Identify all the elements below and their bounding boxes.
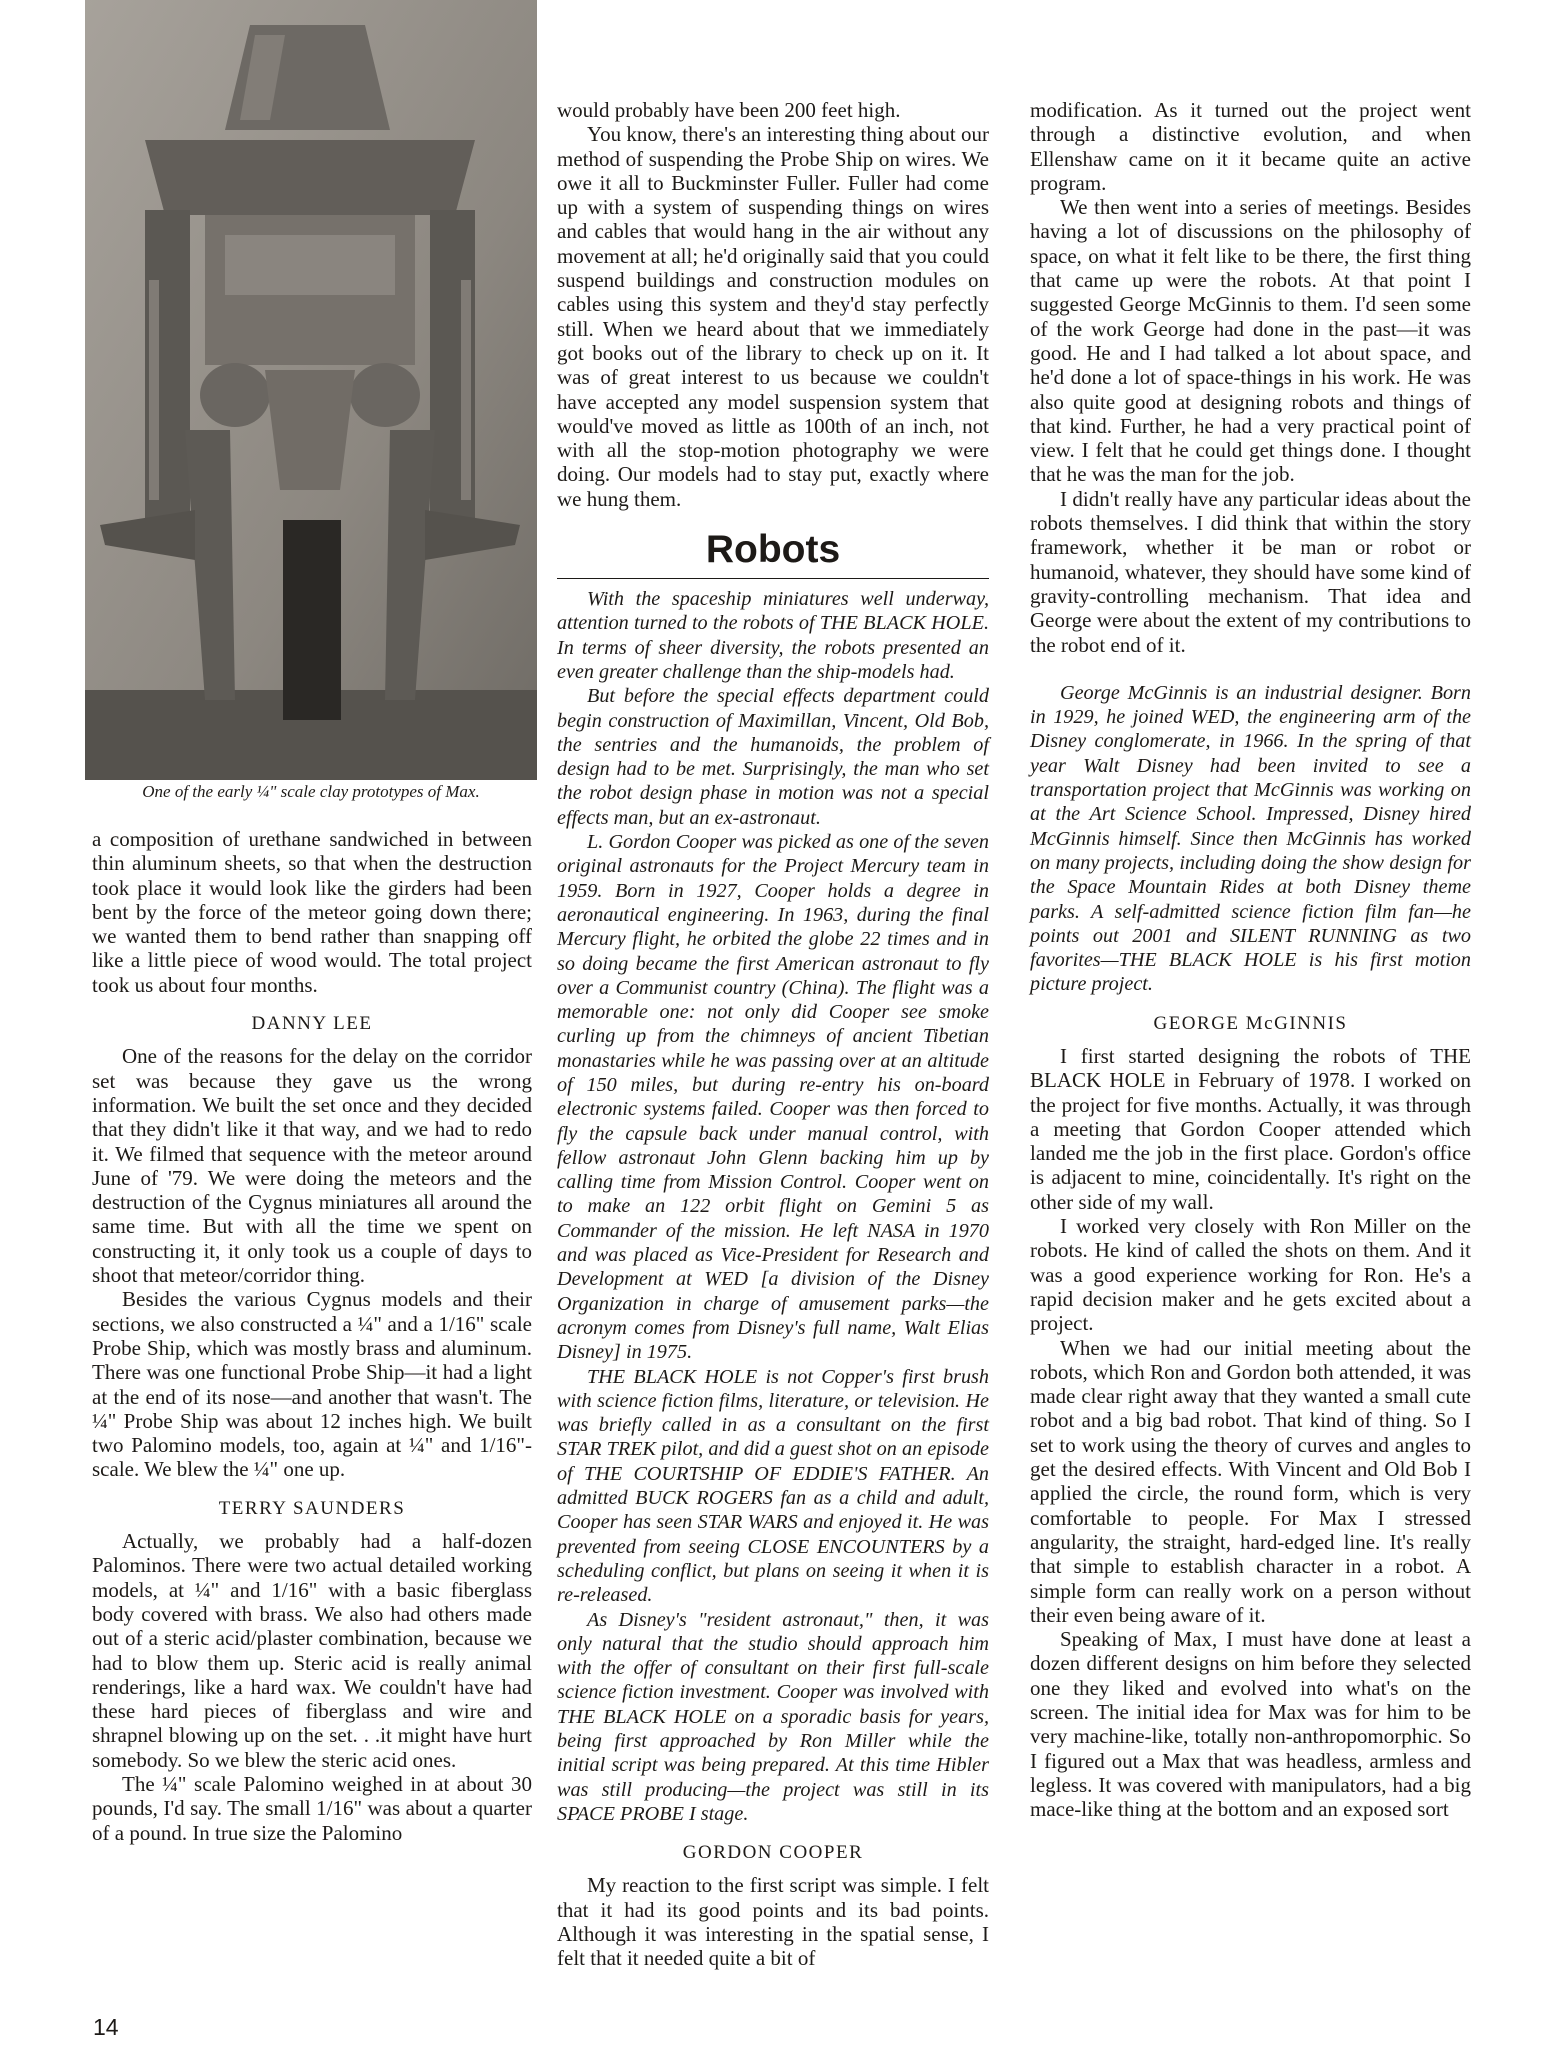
italic-paragraph: But before the special effects department could begin construction of Maximillan, Vincent, Old Bob, the sentries and the humanoids, the problem of design had to be met. Surprisingly, the man who set the robot design phase in motion was not a special effects man, but an ex-astronaut. bbox=[557, 685, 989, 829]
italic-paragraph: L. Gordon Cooper was picked as one of the seven original astronauts for the Project Mercury team in 1959. Born in 1927, Cooper holds a degree in aeronautical engineering. In 1963, during the final Mercury flight, he orbited the globe 22 times and in so doing became the first American astronaut to fly over a Communist country (China). The flight was a memorable one: not only did Cooper see smoke curling up from the chimneys of ancient Tibetian monastaries while he was passing over at an altitude of 150 miles, but during re-entry his on-board electronic systems failed. Cooper was then forced to fly the capsule back under manual control, with fellow astronaut John Glenn backing him up by calling time from Mission Control. Cooper went on to make an 122 orbit flight on Gemini 5 as Commander of the mission. He left NASA in 1970 and was placed as Vice-President for Research and Development at WED [a division of the Disney Organization in charge of amusement parks—the acronym comes from Disney's full name, Walt Elias Disney] in 1975. bbox=[557, 831, 989, 1364]
paragraph: When we had our initial meeting about the robots, which Ron and Gordon both attended, it was made clear right away that they wanted a small cute robot and a big bad robot. That kind of thing. So I set to work using the theory of curves and angles to get the desired effects. With Vincent and Old Bob I applied the circle, the round form, which is very comfortable to people. For Max I stressed angularity, the straight, hard-edged line. It's really that simple to establish character in a robot. A simple form can really work on a person without their even being aware of it. bbox=[1030, 1335, 1471, 1627]
photo-caption: One of the early ¼" scale clay prototypes of Max. bbox=[142, 782, 480, 801]
paragraph: I didn't really have any particular ideas about the robots themselves. I did think that within the story framework, whether it be man or robot or humanoid, whatever, they should have some kind of gravity-controlling mechanism. That idea and George were about the extent of my contributions to the robot end of it. bbox=[1030, 486, 1471, 657]
paragraph: Besides the various Cygnus models and their sections, we also constructed a ¼" and a 1/16" scale Probe Ship, which was mostly brass and aluminum. There was one functional Probe Ship—it had a light at the end of its nose—and another that wasn't. The ¼" Probe Ship was about 12 inches high. We built two Palomino models, too, again at ¼" and 1/16"-scale. We blew the ¼" one up. bbox=[92, 1287, 532, 1482]
robot-prototype-icon bbox=[85, 0, 537, 780]
paragraph: My reaction to the first script was simple. I felt that it had its good points and its bad points. Although it was interesting in the spatial sense, I felt that it needed quite a bit of bbox=[557, 1873, 989, 1971]
speaker-heading: DANNY LEE bbox=[251, 1013, 373, 1035]
paragraph: I first started designing the robots of THE BLACK HOLE in February of 1978. I worked on the project for five months. Actually, it was through a meeting that Gordon Cooper attended which landed me the job in the first place. Gordon's office is adjacent to mine, coincidentally. It's right on the other side of my wall. bbox=[1030, 1043, 1471, 1214]
paragraph: would probably have been 200 feet high. bbox=[557, 98, 901, 122]
paragraph: The ¼" scale Palomino weighed in at about 30 pounds, I'd say. The small 1/16" was about a quarter of a pound. In true size the Palomino bbox=[92, 1771, 532, 1845]
paragraph: One of the reasons for the delay on the corridor set was because they gave us the wrong information. We built the set once and they decided that they didn't like it that way, and we had to redo it. We filmed that sequence with the meteor around June of '79. We were doing the meteors and the destruction of the Cygnus miniatures all around the same time. But with all the time we spent on constructing it, it only took us a couple of days to shoot that meteor/corridor thing. bbox=[92, 1044, 532, 1288]
paragraph: Actually, we probably had a half-dozen Palominos. There were two actual detailed working models, at ¼" and 1/16" with a basic fiberglass body covered with brass. We also had others made out of a steric acid/plaster combination, because we had to blow them up. Steric acid is really animal renderings, like a hard wax. We couldn't have had these hard pieces of fiberglass and wire and shrapnel blowing up on the set. . .it might have hurt somebody. So we blew the steric acid ones. bbox=[92, 1529, 532, 1772]
italic-paragraph: With the spaceship miniatures well underway, attention turned to the robots of THE BLACK HOLE. In terms of sheer diversity, the robots presented an even greater challenge than the ship-models had. bbox=[557, 588, 989, 683]
italic-paragraph: THE BLACK HOLE is not Copper's first brush with science fiction films, literature, or television. He was briefly called in as a consultant on the first STAR TREK pilot, and did a guest shot on an episode of THE COURTSHIP OF EDDIE'S FATHER. An admitted BUCK ROGERS fan as a child and adult, Cooper has seen STAR WARS and enjoyed it. He was prevented from seeing CLOSE ENCOUNTERS by a scheduling conflict, but plans on seeing it when it is re-released. bbox=[557, 1365, 989, 1607]
page-number: 14 bbox=[93, 2014, 119, 2040]
italic-paragraph: As Disney's "resident astronaut," then, it was only natural that the studio should approach him with the offer of consultant on their first full-scale science fiction investment. Cooper was involved with THE BLACK HOLE on a sporadic basis for years, being first approached by Ron Miller while the initial script was being prepared. At this time Hibler was still producing—the project was still in its SPACE PROBE I stage. bbox=[557, 1608, 989, 1825]
column-2 bbox=[557, 98, 989, 1971]
section-heading: Robots bbox=[705, 528, 841, 572]
paragraph: I worked very closely with Ron Miller on the robots. He kind of called the shots on them. And it was a good experience working for Ron. He's a rapid decision maker and he gets excited about a project. bbox=[1030, 1214, 1471, 1336]
column-3 bbox=[1030, 98, 1471, 1821]
speaker-heading: GORDON COOPER bbox=[682, 1842, 864, 1864]
italic-paragraph: George McGinnis is an industrial designer. Born in 1929, he joined WED, the engineering arm of the Disney conglomerate, in 1966. In the spring of that year Walt Disney had been invited to see a transportation project that McGinnis was working on at the Art Science School. Impressed, Disney hired McGinnis himself. Since then McGinnis has worked on many projects, including doing the show design for the Space Mountain Rides at both Disney theme parks. A self-admitted science fiction film fan—he points out 2001 and SILENT RUNNING as two favorites—THE BLACK HOLE is his first motion picture project. bbox=[1030, 681, 1471, 996]
speaker-heading: GEORGE McGINNIS bbox=[1153, 1012, 1348, 1034]
spacer bbox=[1030, 657, 1471, 681]
paragraph: We then went into a series of meetings. Besides having a lot of discussions on the philosophy of space, on what it felt like to be there, the first thing that came up were the robots. At that point I suggested George McGinnis to them. I'd seen some of the work George had done in the past—it was good. He and I had talked a lot about space, and he'd done a lot of space-things in his work. He was also quite good at designing robots and things of that kind. Further, he had a very practical point of view. I felt that he could get things done. I thought that he was the man for the job. bbox=[1030, 195, 1471, 487]
robot-prototype-photo bbox=[85, 0, 537, 780]
speaker-heading: TERRY SAUNDERS bbox=[218, 1497, 406, 1519]
paragraph: a composition of urethane sandwiched in between thin aluminum sheets, so that when the destruction took place it would look like the girders had been bent by the force of the meteor going down there; we wanted them to bend rather than snapping off like a little piece of wood would. The total project took us about four months. bbox=[92, 827, 532, 997]
column-1 bbox=[92, 827, 532, 1845]
paragraph: Speaking of Max, I must have done at least a dozen different designs on him before they selected one they liked and evolved into what's on the screen. The initial idea for Max was for him to be very machine-like, totally non-anthropomorphic. So I figured out a Max that was headless, armless and legless. It was covered with manipulators, had a big mace-like thing at the bottom and an exposed sort bbox=[1030, 1627, 1471, 1822]
paragraph: You know, there's an interesting thing about our method of suspending the Probe Ship on wires. We owe it all to Buckminster Fuller. Fuller had come up with a system of suspending things on wires and cables that would hang in the air without any movement at all; he'd originally said that you could suspend buildings and construction modules on cables using this system and they'd stay perfectly still. When we heard about that we immediately got books out of the library to check up on it. It was of great interest to us because we couldn't have accepted any model suspension system that would've moved as little as 100th of an inch, not with all the stop-motion photography we were doing. Our models had to stay put, exactly where we hung them. bbox=[557, 122, 989, 511]
heading-rule bbox=[557, 578, 989, 579]
paragraph: modification. As it turned out the project went through a distinctive evolution, and when Ellenshaw came on it it became quite an active program. bbox=[1030, 98, 1471, 195]
